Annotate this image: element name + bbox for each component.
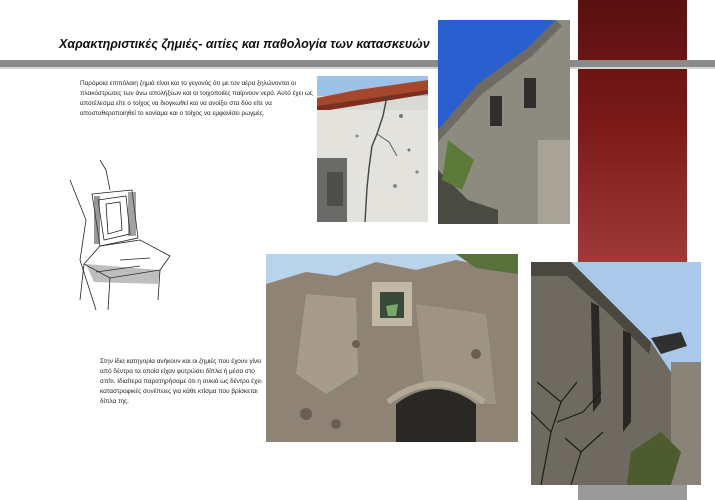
stone-wall-window-photo xyxy=(266,254,518,442)
page-title: Χαρακτηριστικές ζημιές- αιτίες και παθολογία των κατασκευών xyxy=(59,37,430,51)
ruined-facade-sky-photo xyxy=(438,20,570,224)
header-divider-light xyxy=(0,67,715,69)
header-divider xyxy=(0,60,715,67)
accent-bar-maroon xyxy=(578,0,687,262)
cracked-wall-photo xyxy=(317,76,428,222)
window-sketch-drawing xyxy=(10,160,210,310)
paragraph-wind-damage: Παρόμοια επιπόλαιη ζημιά είναι και το γεγονός ότι με τον αέρα ξηλώνονται οι πλακόστρωτες των άνω απολήξεων και οι τοιχοποιίες παίρνουν νερό. Αυτό έχει ως αποτέλεσμα είτε ο τοίχος να διογκωθεί και να ανοίξει στα δύο είτε να αποσταθεροποιηθεί το κονίαμα και ο τοίχος να εμφανίσει ρωγμές. xyxy=(80,80,313,117)
ruin-with-tree-photo xyxy=(531,262,701,485)
paragraph-tree-damage: Στην ίδια κατηγορία ανήκουν και οι ζημιές που έχουν γίνει από δέντρα τα οποία είχαν φυτρώσει δίπλα ή μέσα στο σπίτι. Ιδιαίτερα παρατηρήσαμε ότι η συκιά ως δέντρο έχει καταστροφικές συνέπειες για κάθε κτίσμα που βρίσκεται δίπλα της. xyxy=(100,358,262,405)
